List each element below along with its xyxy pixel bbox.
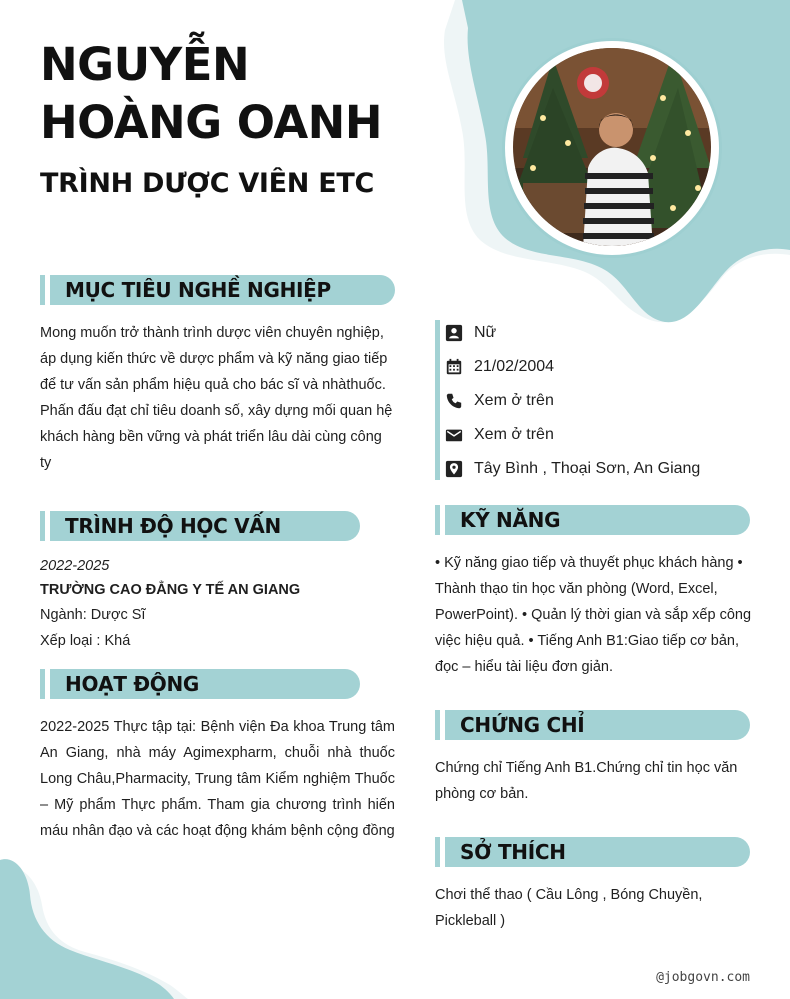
section-accent-gap <box>440 505 445 535</box>
location-icon <box>444 459 464 479</box>
contact-birthdate <box>444 355 554 379</box>
job-title: TRÌNH DƯỢC VIÊN ETC <box>40 168 374 199</box>
avatar-photo <box>513 48 711 246</box>
section-header-skills <box>435 505 750 535</box>
name-line-2: HOÀNG OANH <box>40 96 382 149</box>
calendar-icon <box>444 357 464 377</box>
section-accent-gap <box>440 837 445 867</box>
contact-email <box>444 423 554 447</box>
certificates-text: Chứng chỉ Tiếng Anh B1.Chứng chỉ tin học văn phòng cơ bản. <box>435 760 738 802</box>
education-school: TRƯỜNG CAO ĐẲNG Y TẾ AN GIANG <box>40 582 301 598</box>
contact-address <box>444 457 700 481</box>
person-icon <box>444 323 464 343</box>
phone-icon <box>444 391 464 411</box>
birthdate-value: 21/02/2004 <box>474 358 555 375</box>
section-title: KỸ NĂNG <box>460 508 561 532</box>
contact-accent-bar <box>435 320 440 480</box>
contact-phone <box>444 389 554 413</box>
section-header-objective <box>40 275 395 305</box>
contact-gender <box>444 321 496 345</box>
skills-text: • Kỹ năng giao tiếp và thuyết phục khách hàng • Thành thạo tin học văn phòng (Word, Excel, PowerPoint). • Quản lý thời gian và sắp xếp công việc hiệu quả. • Tiếng Anh B1:Giao tiếp cơ bản, đọc – hiểu tài liệu đơn giản. <box>435 555 752 675</box>
section-header-hobbies <box>435 837 750 867</box>
section-title: TRÌNH ĐỘ HỌC VẤN <box>65 514 281 538</box>
education-grade: Xếp loại : Khá <box>40 633 131 649</box>
hobbies-text: Chơi thể thao ( Cầu Lông , Bóng Chuyền, Pickleball ) <box>435 887 703 929</box>
section-accent-gap <box>45 275 50 305</box>
phone-value: Xem ở trên <box>474 392 554 409</box>
section-title: MỤC TIÊU NGHỀ NGHIỆP <box>65 278 331 302</box>
section-accent-gap <box>45 511 50 541</box>
section-header-certificates <box>435 710 750 740</box>
section-accent-gap <box>45 669 50 699</box>
name-line-1: NGUYỄN <box>40 38 250 91</box>
footer-watermark: @jobgovn.com <box>656 970 750 985</box>
objective-text: Mong muốn trở thành trình dược viên chuyên nghiệp, áp dụng kiến thức về dược phẩm và kỹ năng giao tiếp để tư vấn sản phẩm hiệu quả cho bác sĩ và nhàthuốc. Phấn đấu đạt chỉ tiêu doanh số, xây dựng mối quan hệ khách hàng bền vững và phát triển lâu dài cùng công ty <box>40 325 393 471</box>
section-title: SỞ THÍCH <box>460 840 566 864</box>
email-icon <box>444 425 464 445</box>
activities-text: 2022-2025 Thực tập tại: Bệnh viện Đa khoa Trung tâm An Giang, nhà máy Agimexpharm, chuỗi nhà thuốc Long Châu,Pharmacity, Trung tâm Kiểm nghiệm Thuốc – Mỹ phẩm Thực phẩm. Tham gia chương trình hiến máu nhân đạo và các hoạt động khám bệnh cộng đồng <box>40 719 395 839</box>
full-name <box>40 36 420 152</box>
address-value: Tây Bình , Thoại Sơn, An Giang <box>474 460 701 477</box>
section-title: CHỨNG CHỈ <box>460 713 585 737</box>
section-header-activities <box>40 669 360 699</box>
education-major: Ngành: Dược Sĩ <box>40 607 146 623</box>
section-title: HOẠT ĐỘNG <box>65 672 200 696</box>
section-header-education <box>40 511 360 541</box>
education-period: 2022-2025 <box>40 558 110 574</box>
gender-value: Nữ <box>474 324 497 341</box>
section-accent-gap <box>440 710 445 740</box>
email-value: Xem ở trên <box>474 426 554 443</box>
